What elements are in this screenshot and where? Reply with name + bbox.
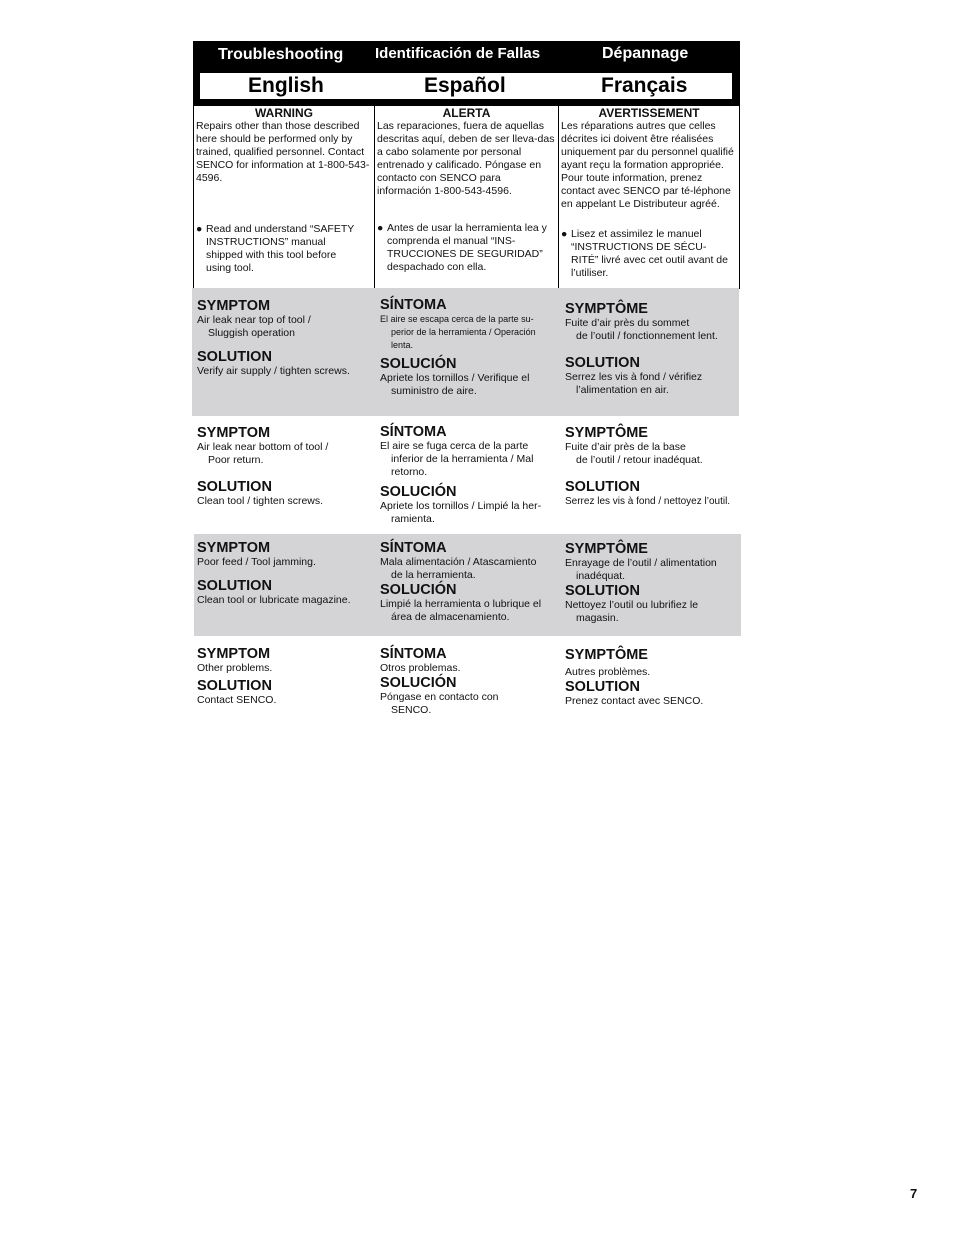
language-french: Français: [601, 74, 688, 97]
solution-text: Nettoyez l’outil ou lubrifiez le: [565, 599, 699, 611]
symptom-text: de la herramienta.: [391, 569, 476, 581]
row1-french: [565, 301, 743, 397]
solution-text: Clean tool or lubricate magazine.: [197, 594, 351, 606]
language-spanish: Español: [424, 74, 506, 97]
solution-text: Apriete los tornillos / Verifique el: [380, 372, 530, 384]
symptom-text: inadéquat.: [576, 570, 626, 582]
symptom-text: Air leak near bottom of tool /: [197, 441, 329, 453]
row4-french: [565, 647, 743, 708]
solution-text: l’alimentation en air.: [576, 384, 669, 396]
solution-text: Serrez les vis à fond / vérifiez: [565, 371, 703, 383]
page-number: 7: [910, 1186, 918, 1201]
symptom-text: El aire se fuga cerca de la parte: [380, 440, 529, 452]
warning-bullet: [561, 228, 729, 280]
symptom-text: Poor return.: [208, 454, 264, 466]
symptom-label: SYMPTÔME: [565, 425, 648, 441]
warning-bullet-text: Read and understand “SAFETY INSTRUCTIONS” manual shipped with this tool before using tool.: [206, 223, 355, 274]
symptom-text: inferior de la herramienta / Mal retorno.: [391, 453, 534, 478]
warning-bullet-text: Lisez et assimilez le manuel “INSTRUCTIONS DE SÉCU-RITÉ” livré avec cet outil avant de l’utiliser.: [571, 228, 728, 279]
symptom-label: SÍNTOMA: [380, 297, 447, 313]
bullet-icon: ●: [377, 222, 384, 234]
symptom-text: Autres problèmes.: [565, 666, 651, 678]
troubleshooting-header: [193, 41, 740, 106]
solution-text: magasin.: [576, 612, 619, 624]
solution-label: SOLUTION: [565, 355, 640, 371]
symptom-label: SYMPTOM: [197, 646, 271, 662]
symptom-label: SÍNTOMA: [380, 646, 447, 662]
title-french: Dépannage: [602, 45, 689, 62]
solution-text: Apriete los tornillos / Limpié la her-: [380, 500, 542, 512]
symptom-text: Poor feed / Tool jamming.: [197, 556, 316, 568]
warning-body: Las reparaciones, fuera de aquellas descritas aquí, deben de ser lleva-das a cabo solamente por personal entrenado y calificado. Póngase en contacto con SENCO para información 1-800-543-4596.: [377, 120, 555, 197]
row2-french: [565, 425, 750, 508]
symptom-text: Other problems.: [197, 662, 273, 674]
symptom-text: Fuite d’air près de la base: [565, 441, 686, 453]
row2-spanish: [380, 424, 558, 526]
solution-label: SOLUTION: [197, 479, 272, 495]
solution-label: SOLUCIÓN: [380, 484, 457, 500]
row3-spanish: [380, 540, 558, 624]
symptom-text: El aire se escapa cerca de la parte su-: [380, 314, 534, 324]
symptom-label: SYMPTÔME: [565, 647, 648, 663]
row4-english: [197, 646, 375, 707]
symptom-text: Otros problemas.: [380, 662, 461, 674]
solution-text: Prenez contact avec SENCO.: [565, 695, 704, 707]
row2-english: [197, 425, 375, 508]
row3-english: [197, 540, 375, 607]
solution-text: Póngase en contacto con: [380, 691, 499, 703]
warning-body: Les réparations autres que celles décrites ici doivent être réalisées uniquement par du personnel qualifié ayant reçu la formation appropriée. Pour toute information, prenez contact avec SENCO par té-léphone en appelant Le Distributeur agréé.: [561, 120, 734, 210]
symptom-label: SYMPTOM: [197, 425, 271, 441]
solution-text: ramienta.: [391, 513, 435, 525]
solution-text: Contact SENCO.: [197, 694, 277, 706]
symptom-text: Air leak near top of tool /: [197, 314, 311, 326]
solution-label: SOLUTION: [565, 583, 640, 599]
row4-spanish: [380, 646, 558, 717]
language-bar: [200, 73, 732, 99]
solution-label: SOLUTION: [197, 578, 272, 594]
solution-label: SOLUTION: [565, 679, 640, 695]
warning-heading: WARNING: [255, 106, 313, 120]
warning-box: [193, 106, 740, 289]
warning-english: [194, 106, 375, 288]
warning-bullet: [196, 223, 364, 275]
row1-spanish: [380, 297, 558, 398]
warning-spanish: [375, 106, 559, 288]
symptom-text: de l’outil / fonctionnement lent.: [576, 330, 718, 342]
solution-label: SOLUTION: [565, 479, 640, 495]
solution-text: Verify air supply / tighten screws.: [197, 365, 350, 377]
symptom-label: SYMPTÔME: [565, 541, 648, 557]
solution-label: SOLUCIÓN: [380, 675, 457, 691]
warning-bullet: [377, 222, 549, 274]
symptom-text: Sluggish operation: [208, 327, 295, 339]
symptom-text: perior de la herramienta / Operación lenta.: [391, 327, 536, 350]
solution-text: SENCO.: [391, 704, 432, 716]
symptom-label: SYMPTÔME: [565, 301, 648, 317]
solution-label: SOLUCIÓN: [380, 356, 457, 372]
solution-text: Limpié la herramienta o lubrique el: [380, 598, 542, 610]
solution-label: SOLUCIÓN: [380, 582, 457, 598]
solution-text: Clean tool / tighten screws.: [197, 495, 324, 507]
row3-french: [565, 541, 743, 625]
title-spanish: Identificación de Fallas: [375, 45, 541, 62]
language-english: English: [248, 74, 324, 97]
symptom-text: Fuite d’air près du sommet: [565, 317, 690, 329]
symptom-text: de l’outil / retour inadéquat.: [576, 454, 703, 466]
warning-bullet-text: Antes de usar la herramienta lea y comprenda el manual “INS-TRUCCIONES DE SEGURIDAD” despachado con ella.: [387, 222, 547, 273]
row1-english: [197, 298, 375, 378]
warning-heading: AVERTISSEMENT: [598, 106, 700, 120]
warning-heading: ALERTA: [442, 106, 491, 120]
solution-label: SOLUTION: [197, 349, 272, 365]
solution-label: SOLUTION: [197, 678, 272, 694]
symptom-text: Enrayage de l’outil / alimentation: [565, 557, 717, 569]
warning-body: Repairs other than those described here should be performed only by trained, qualified personnel. Contact SENCO for information at 1-800-543-4596.: [196, 120, 370, 184]
solution-text: suministro de aire.: [391, 385, 477, 397]
solution-text: Serrez les vis à fond / nettoyez l’outil.: [565, 496, 731, 507]
title-english: Troubleshooting: [218, 46, 344, 63]
bullet-icon: ●: [196, 223, 203, 235]
symptom-label: SYMPTOM: [197, 540, 271, 556]
symptom-label: SÍNTOMA: [380, 540, 447, 556]
solution-text: área de almacenamiento.: [391, 611, 510, 623]
symptom-text: Mala alimentación / Atascamiento: [380, 556, 537, 568]
symptom-label: SYMPTOM: [197, 298, 271, 314]
bullet-icon: ●: [561, 228, 568, 240]
warning-french: [559, 106, 739, 288]
symptom-label: SÍNTOMA: [380, 424, 447, 440]
